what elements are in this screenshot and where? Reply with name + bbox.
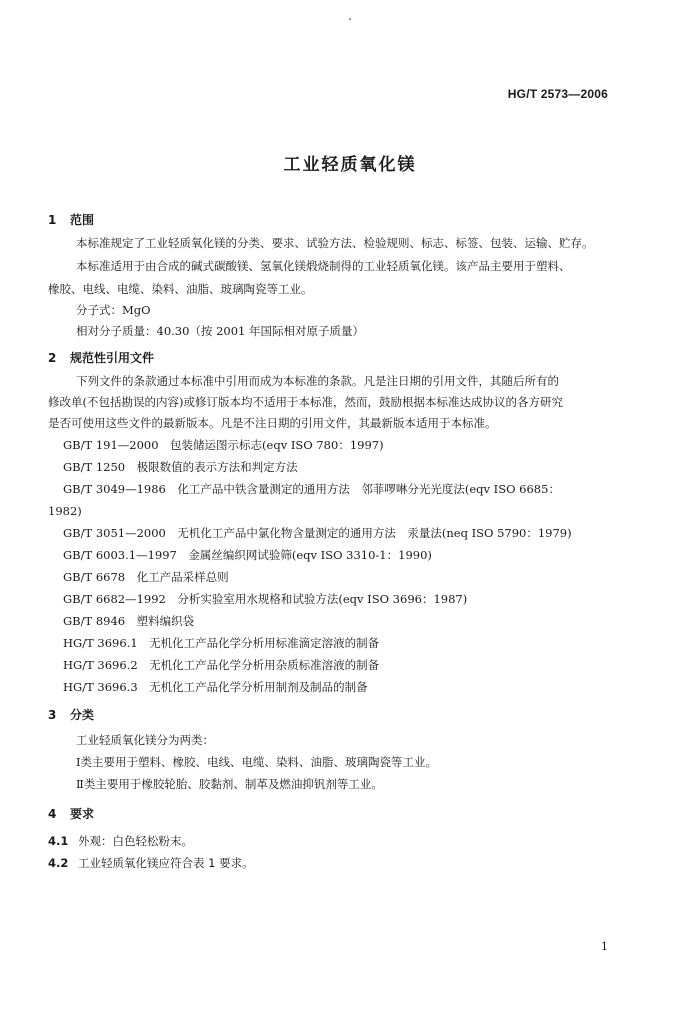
molecular-mass: 相对分子质量：40.30（按 2001 年国际相对原子质量） [76,324,364,338]
molecular-formula: 分子式：MgO [76,303,151,317]
reference-item: HG/T 3696.1 无机化工产品化学分析用标准滴定溶液的制备 [63,636,380,650]
reference-item: GB/T 191—2000 包装储运图示标志(eqv ISO 780：1997) [63,438,384,452]
classification-intro: 工业轻质氧化镁分为两类： [76,733,214,747]
reference-item-cont: 1982) [48,504,82,518]
reference-item: GB/T 1250 极限数值的表示方法和判定方法 [63,460,298,474]
section-title: 要求 [70,807,95,821]
reference-item: GB/T 8946 塑料编织袋 [63,614,195,628]
requirement-number: 4.2 [48,856,69,870]
scope-paragraph-2: 本标准适用于由合成的碱式碳酸镁、氢氧化镁煅烧制得的工业轻质氧化镁。该产品主要用于塑料、 [76,259,571,273]
references-intro-line-2: 修改单(不包括勘误的内容)或修订版本均不适用于本标准，然而，鼓励根据本标准达成协议的各方研究 [48,395,563,409]
requirement-item [48,833,193,849]
reference-item: GB/T 6682—1992 分析实验室用水规格和试验方法(eqv ISO 3696：1987) [63,592,468,606]
section-heading-classification [48,706,94,723]
reference-item: HG/T 3696.2 无机化工产品化学分析用杂质标准溶液的制备 [63,658,380,672]
reference-item: GB/T 3049—1986 化工产品中铁含量测定的通用方法 邻菲啰啉分光光度法(eqv ISO 6685： [63,482,560,496]
classification-type-1: Ⅰ类主要用于塑料、橡胶、电线、电缆、染料、油脂、玻璃陶瓷等工业。 [76,755,438,769]
page-number: 1 [601,940,608,953]
reference-item: HG/T 3696.3 无机化工产品化学分析用制剂及制品的制备 [63,680,368,694]
references-intro-line-1: 下列文件的条款通过本标准中引用而成为本标准的条款。凡是注日期的引用文件，其随后所有的 [76,374,559,388]
document-title: 工业轻质氧化镁 [283,155,417,175]
section-title: 范围 [70,213,95,227]
reference-item: GB/T 6003.1—1997 金属丝编织网试验筛(eqv ISO 3310-1：1990) [63,548,432,562]
requirement-item [48,855,254,871]
references-intro-line-3: 是否可使用这些文件的最新版本。凡是不注日期的引用文件，其最新版本适用于本标准。 [48,416,497,430]
section-number: 4 [48,807,57,821]
section-title: 规范性引用文件 [70,351,155,365]
scope-paragraph-2-cont: 橡胶、电线、电缆、染料、油脂、玻璃陶瓷等工业。 [48,282,313,296]
section-number: 1 [48,213,57,227]
classification-type-2: Ⅱ类主要用于橡胶轮胎、胶黏剂、制革及燃油抑钒剂等工业。 [76,777,383,791]
section-number: 3 [48,708,57,722]
requirement-number: 4.1 [48,834,69,848]
reference-item: GB/T 6678 化工产品采样总则 [63,570,229,584]
reference-item: GB/T 3051—2000 无机化工产品中氯化物含量测定的通用方法 汞量法(neq ISO 5790：1979) [63,526,572,540]
scan-speck [349,18,351,20]
section-heading-references [48,349,154,366]
requirement-text: 工业轻质氧化镁应符合表 1 要求。 [78,856,254,870]
section-heading-requirements [48,805,94,822]
section-number: 2 [48,351,57,365]
section-title: 分类 [70,708,95,722]
standard-code: HG/T 2573—2006 [507,87,608,101]
scope-paragraph-1: 本标准规定了工业轻质氧化镁的分类、要求、试验方法、检验规则、标志、标签、包装、运输、贮存。 [76,236,594,250]
section-heading-scope [48,211,94,228]
requirement-text: 外观：白色轻松粉末。 [78,834,193,848]
